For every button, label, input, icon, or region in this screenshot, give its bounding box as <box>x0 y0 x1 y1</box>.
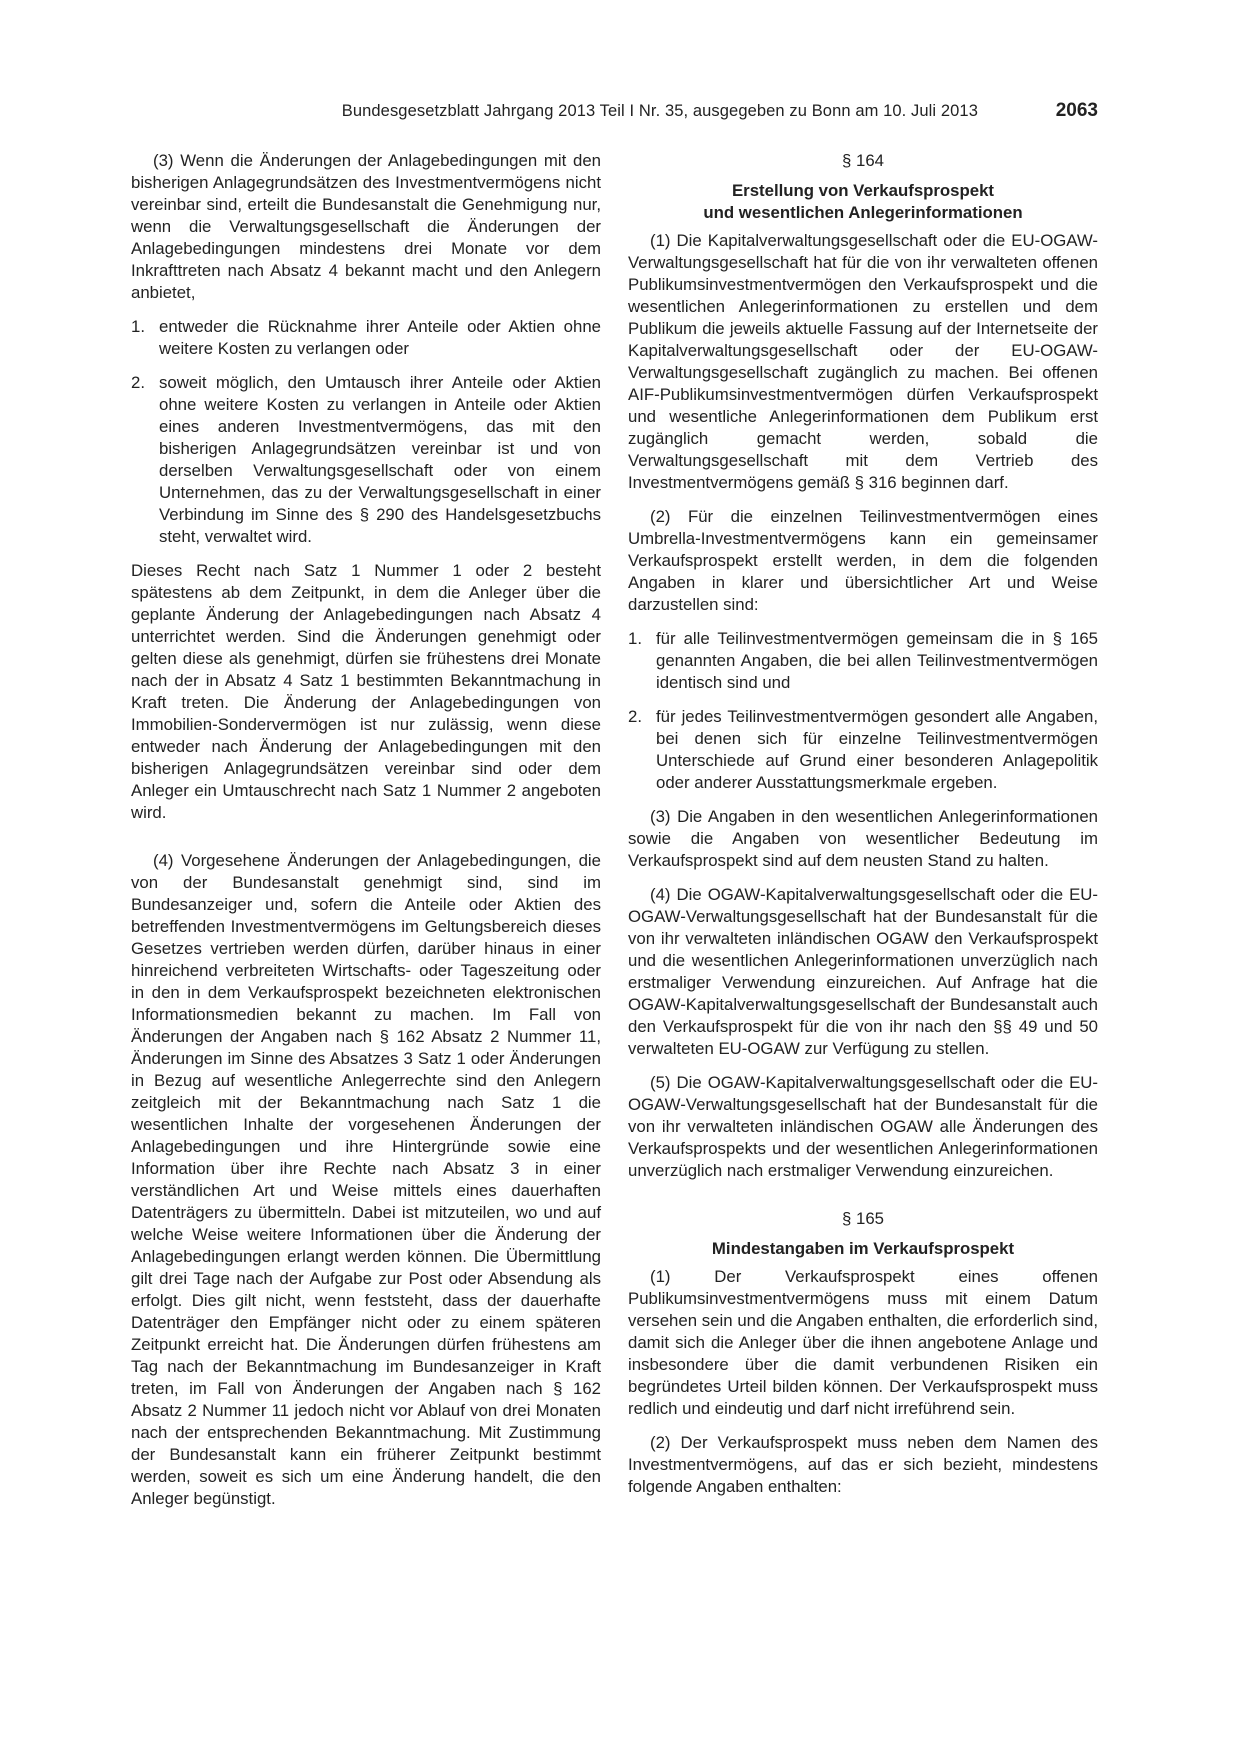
section-164-paragraph-1: (1) Die Kapitalverwaltungsgesellschaft oder die EU-OGAW-Verwaltungsgesellschaft hat für die von ihr verwalteten offenen Publikumsinvestmentvermögen den Verkaufsprospekt und die wesentlichen Anlegerinformationen zu erstellen und dem Publikum die jeweils aktuelle Fassung auf der Internetseite der Kapitalverwaltungsgesellschaft oder der EU-OGAW-Verwaltungsgesellschaft zugänglich zu machen. Bei offenen AIF-Publikumsinvestmentvermögen dürfen Verkaufsprospekt und wesentliche Anlegerinformationen dem Publikum erst zugänglich gemacht werden, sobald die Verwaltungsgesellschaft mit dem Vertrieb des Investmentvermögens gemäß § 316 beginnen darf. <box>628 231 1098 492</box>
list-number: 1. <box>131 317 145 336</box>
section-164-paragraph-4: (4) Die OGAW-Kapitalverwaltungsgesellschaft oder die EU-OGAW-Verwaltungsgesellschaft hat der Bundesanstalt für die von ihr verwalteten inländischen OGAW den Verkaufsprospekt und die wesentlichen Anlegerinformationen unverzüglich nach erstmaliger Verwendung einzureichen. Auf Anfrage hat die OGAW-Kapitalverwaltungsgesellschaft der Bundesanstalt auch den Verkaufsprospekt für die von ihr nach den §§ 49 und 50 verwalteten EU-OGAW zur Verfügung zu stellen. <box>628 885 1098 1058</box>
section-165-number: § 165 <box>842 1209 884 1228</box>
section-164-paragraph-2: (2) Für die einzelnen Teilinvestmentvermögen eines Umbrella-Investmentvermögens kann ein gemeinsamer Verkaufsprospekt erstellt werden, in dem die folgenden Angaben in klarer und übersichtlicher Art und Weise darzustellen sind: <box>628 507 1098 614</box>
list-text: soweit möglich, den Umtausch ihrer Anteile oder Aktien ohne weitere Kosten zu verlangen in Anteile oder Aktien eines anderen Investmentvermögens, das mit den bisherigen Anlagegrundsätzen vereinbar ist und von derselben Verwaltungsgesellschaft oder von einem Unternehmen, das zu der Verwaltungsgesellschaft in einer Verbindung im Sinne des § 290 des Handelsgesetzbuchs steht, verwaltet wird. <box>159 373 601 546</box>
section-165-paragraph-2: (2) Der Verkaufsprospekt muss neben dem Namen des Investmentvermögens, auf das er sich bezieht, mindestens folgende Angaben enthalten: <box>628 1433 1098 1496</box>
list-text: für jedes Teilinvestmentvermögen gesondert alle Angaben, bei denen sich für einzelne Teilinvestmentvermögen Unterschiede auf Grund einer besonderen Anlagepolitik oder anderer Ausstattungsmerkmale ergeben. <box>656 707 1098 792</box>
left-column <box>131 150 601 1522</box>
paragraph-3: (3) Wenn die Änderungen der Anlagebedingungen mit den bisherigen Anlagegrundsätzen des Investmentvermögens nicht vereinbar sind, erteilt die Bundesanstalt die Genehmigung nur, wenn die Verwaltungsgesellschaft die Änderungen der Anlagebedingungen mindestens drei Monate vor dem Inkrafttreten nach Absatz 4 bekannt macht und den Anlegern anbietet, <box>131 151 601 302</box>
section-164-paragraph-5: (5) Die OGAW-Kapitalverwaltungsgesellschaft oder die EU-OGAW-Verwaltungsgesellschaft hat der Bundesanstalt für die von ihr verwalteten inländischen OGAW alle Änderungen des Verkaufsprospekts und der wesentlichen Anlegerinformationen unverzüglich nach erstmaliger Verwendung einzureichen. <box>628 1073 1098 1180</box>
spacer <box>131 836 601 850</box>
right-list <box>628 628 1098 794</box>
right-column <box>628 150 1098 1510</box>
list-text: entweder die Rücknahme ihrer Anteile oder Aktien ohne weitere Kosten zu verlangen oder <box>159 317 601 358</box>
left-list <box>131 316 601 548</box>
section-164-title-line-2: und wesentlichen Anlegerinformationen <box>703 203 1023 222</box>
page-header <box>130 100 1098 128</box>
page-number: 2063 <box>1055 100 1098 121</box>
list-number: 2. <box>628 707 642 726</box>
list-text: für alle Teilinvestmentvermögen gemeinsam die in § 165 genannten Angaben, die bei allen Teilinvestmentvermögen identisch sind und <box>656 629 1098 692</box>
running-header: Bundesgesetzblatt Jahrgang 2013 Teil I Nr. 35, ausgegeben zu Bonn am 10. Juli 2013 <box>341 102 978 120</box>
list-item <box>628 628 1098 694</box>
list-item <box>628 706 1098 794</box>
section-164-paragraph-3: (3) Die Angaben in den wesentlichen Anlegerinformationen sowie die Angaben von wesentlicher Bedeutung im Verkaufsprospekt sind auf dem neusten Stand zu halten. <box>628 807 1098 870</box>
section-164-title-line-1: Erstellung von Verkaufsprospekt <box>731 181 995 200</box>
paragraph-4: (4) Vorgesehene Änderungen der Anlagebedingungen, die von der Bundesanstalt genehmigt sind, sind im Bundesanzeiger und, sofern die Anteile oder Aktien des betreffenden Investmentvermögens im Geltungsbereich dieses Gesetzes vertrieben werden dürfen, darüber hinaus in einer hinreichend verbreiteten Wirtschafts- oder Tageszeitung oder in den in dem Verkaufsprospekt bezeichneten elektronischen Informationsmedien bekannt zu machen. Im Fall von Änderungen der Angaben nach § 162 Absatz 2 Nummer 11, Änderungen im Sinne des Absatzes 3 Satz 1 oder Änderungen in Bezug auf wesentliche Anlegerrechte sind den Anlegern zeitgleich mit der Bekanntmachung nach Satz 1 die wesentlichen Inhalte der vorgesehenen Änderungen der Anlagebedingungen und ihre Hintergründe sowie eine Information über ihre Rechte nach Absatz 3 in einer verständlichen Art und Weise mittels eines dauerhaften Datenträgers zu übermitteln. Dabei ist mitzuteilen, wo und auf welche Weise weitere Informationen über die Änderung der Anlagebedingungen erlangt werden können. Die Übermittlung gilt drei Tage nach der Aufgabe zur Post oder Absendung als erfolgt. Dies gilt nicht, wenn feststeht, dass der dauerhafte Datenträger den Empfänger nicht oder zu einem späteren Zeitpunkt erreicht hat. Die Änderungen dürfen frühestens am Tag nach der Bekanntmachung im Bundesanzeiger in Kraft treten, im Fall von Änderungen der Angaben nach § 162 Absatz 2 Nummer 11 jedoch nicht vor Ablauf von drei Monaten nach der entsprechenden Bekanntmachung. Mit Zustimmung der Bundesanstalt kann ein früherer Zeitpunkt bestimmt werden, soweit es sich um eine Änderung handelt, die den Anleger begünstigt. <box>131 851 601 1508</box>
paragraph-3-continued: Dieses Recht nach Satz 1 Nummer 1 oder 2 besteht spätestens ab dem Zeitpunkt, in dem die Anleger über die geplante Änderung der Anlagebedingungen nach Absatz 4 unterrichtet werden. Sind die Änderungen genehmigt oder gelten diese als genehmigt, dürfen sie frühestens drei Monate nach der in Absatz 4 Satz 1 bestimmten Bekanntmachung in Kraft treten. Die Änderung der Anlagebedingungen von Immobilien-Sondervermögen ist nur zulässig, wenn diese entweder nach Änderung der Anlagebedingungen mit den bisherigen Anlagegrundsätzen vereinbar sind oder dem Anleger ein Umtauschrecht nach Satz 1 Nummer 2 angeboten wird. <box>131 561 601 822</box>
list-item <box>131 316 601 360</box>
section-164-number: § 164 <box>842 151 884 170</box>
list-number: 1. <box>628 629 642 648</box>
list-number: 2. <box>131 373 145 392</box>
section-165-paragraph-1: (1) Der Verkaufsprospekt eines offenen Publikumsinvestmentvermögens muss mit einem Datum versehen sein und die Angaben enthalten, die erforderlich sind, damit sich die Anleger über die ihnen angebotene Anlage und insbesondere über die damit verbundenen Risiken ein begründetes Urteil bilden können. Der Verkaufsprospekt muss redlich und eindeutig und darf nicht irreführend sein. <box>628 1267 1098 1418</box>
section-165-title: Mindestangaben im Verkaufsprospekt <box>711 1239 1015 1258</box>
section-164-title <box>628 180 1098 224</box>
list-item <box>131 372 601 548</box>
spacer <box>628 1194 1098 1208</box>
